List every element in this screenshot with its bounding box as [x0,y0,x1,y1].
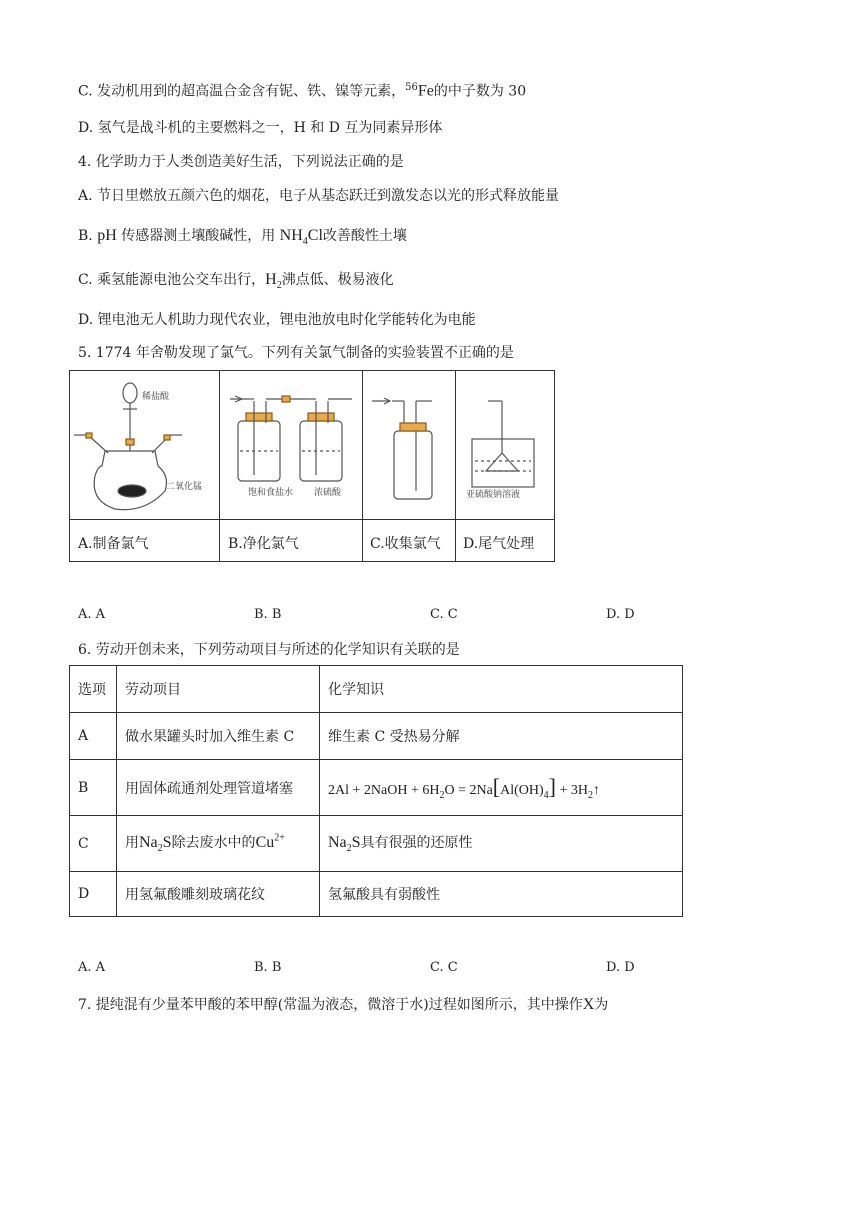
q5-option-a[interactable]: A. A [78,607,106,622]
row-item: 用$Na_2S$除去废水中的$Cu^{2+}$ [117,816,320,872]
q6-option-b[interactable]: B. B [254,960,282,975]
q3-option-d: D. 氢气是战斗机的主要燃料之一，H 和 D 互为同素异形体 [78,120,443,136]
header-chem-knowledge: 化学知识 [320,666,683,713]
q6-stem: 6. 劳动开创未来，下列劳动项目与所述的化学知识有关联的是 [78,642,460,658]
h2-formula: $H_2$ [265,271,282,292]
table-row [70,872,683,917]
q4b-suffix: 改善酸性土壤 [322,228,407,244]
apparatus-c [372,398,432,499]
q7-stem: 7. 提纯混有少量苯甲酸的苯甲醇(常温为液态，微溶于水)过程如图所示，其中操作X为 [78,996,609,1013]
caption-a: A.制备氯气 [78,536,149,552]
apparatus-d [472,401,534,487]
apparatus-drawings [70,371,556,519]
q5-figure [69,370,555,562]
label-sat-nacl: 饱和食盐水 [248,488,294,498]
row-item: 做水果罐头时加入维生素 C [117,713,320,760]
row-item: 用氢氟酸雕刻玻璃花纹 [117,872,320,917]
row-equation: 2Al + 2NaOH + $6H_2O = 2Na[Al(OH)_4]$ + $3H_2↑$ [320,760,683,816]
label-mno2: 二氧化锰 [166,482,203,492]
fe-symbol: Fe [417,82,434,100]
apparatus-b [230,396,352,481]
label-dilute-hcl: 稀盐酸 [142,392,170,402]
row-knowledge: 维生素 C 受热易分解 [320,713,683,760]
q4c-text: C. 乘氢能源电池公交车出行， [78,272,266,288]
row-option: A [70,713,117,760]
q3-option-c [78,78,526,102]
q5-option-c[interactable]: C. C [430,607,458,622]
nh4cl-formula: $NH_4Cl$ [279,227,323,248]
row-option: B [70,760,117,816]
q4c-suffix: 沸点低、极易液化 [281,272,394,288]
q4-option-d: D. 锂电池无人机助力现代农业，锂电池放电时化学能转化为电能 [78,312,476,328]
caption-b: B.净化氯气 [228,536,299,552]
q5-stem: 5. 1774 年舍勒发现了氯气。下列有关氯气制备的实验装置不正确的是 [78,345,514,361]
row-option: C [70,816,117,872]
ph-text: pH [97,227,117,244]
q3c-text: C. 发动机用到的超高温合金含有铌、铁、镍等元素， [78,83,406,100]
label-na2so3: 亚硫酸钠溶液 [466,490,521,500]
row-option: D [70,872,117,917]
q4b-mid: 传感器测土壤酸碱性，用 [121,228,276,244]
q4b-label: B. [78,228,93,244]
q6-option-c[interactable]: C. C [430,960,458,975]
row-knowledge: 氢氟酸具有弱酸性 [320,872,683,917]
row-knowledge: $Na_2S$具有很强的还原性 [320,816,683,872]
q6-table [69,665,683,917]
q5-option-b[interactable]: B. B [254,607,282,622]
q4-stem: 4. 化学助力于人类创造美好生活，下列说法正确的是 [78,154,404,170]
q6-option-a[interactable]: A. A [78,960,106,975]
q6-option-d[interactable]: D. D [606,960,635,975]
row-item: 用固体疏通剂处理管道堵塞 [117,760,320,816]
q5-option-d[interactable]: D. D [606,607,635,622]
label-conc-h2so4: 浓硫酸 [314,488,342,498]
q4-option-b [78,226,407,252]
header-option: 选项 [70,666,117,713]
table-header-row [70,666,683,713]
operation-x: X [582,996,595,1013]
q4-option-c [78,270,394,296]
table-row [70,713,683,760]
table-row [70,760,683,816]
caption-d: D.尾气处理 [463,536,535,552]
q3c-suffix: 的中子数为 30 [433,83,527,100]
header-labor-item: 劳动项目 [117,666,320,713]
table-row [70,816,683,872]
q4-option-a: A. 节日里燃放五颜六色的烟花，电子从基态跃迁到激发态以光的形式释放能量 [78,188,560,204]
fe-mass-number: 56 [405,82,418,93]
caption-c: C.收集氯气 [370,536,441,552]
